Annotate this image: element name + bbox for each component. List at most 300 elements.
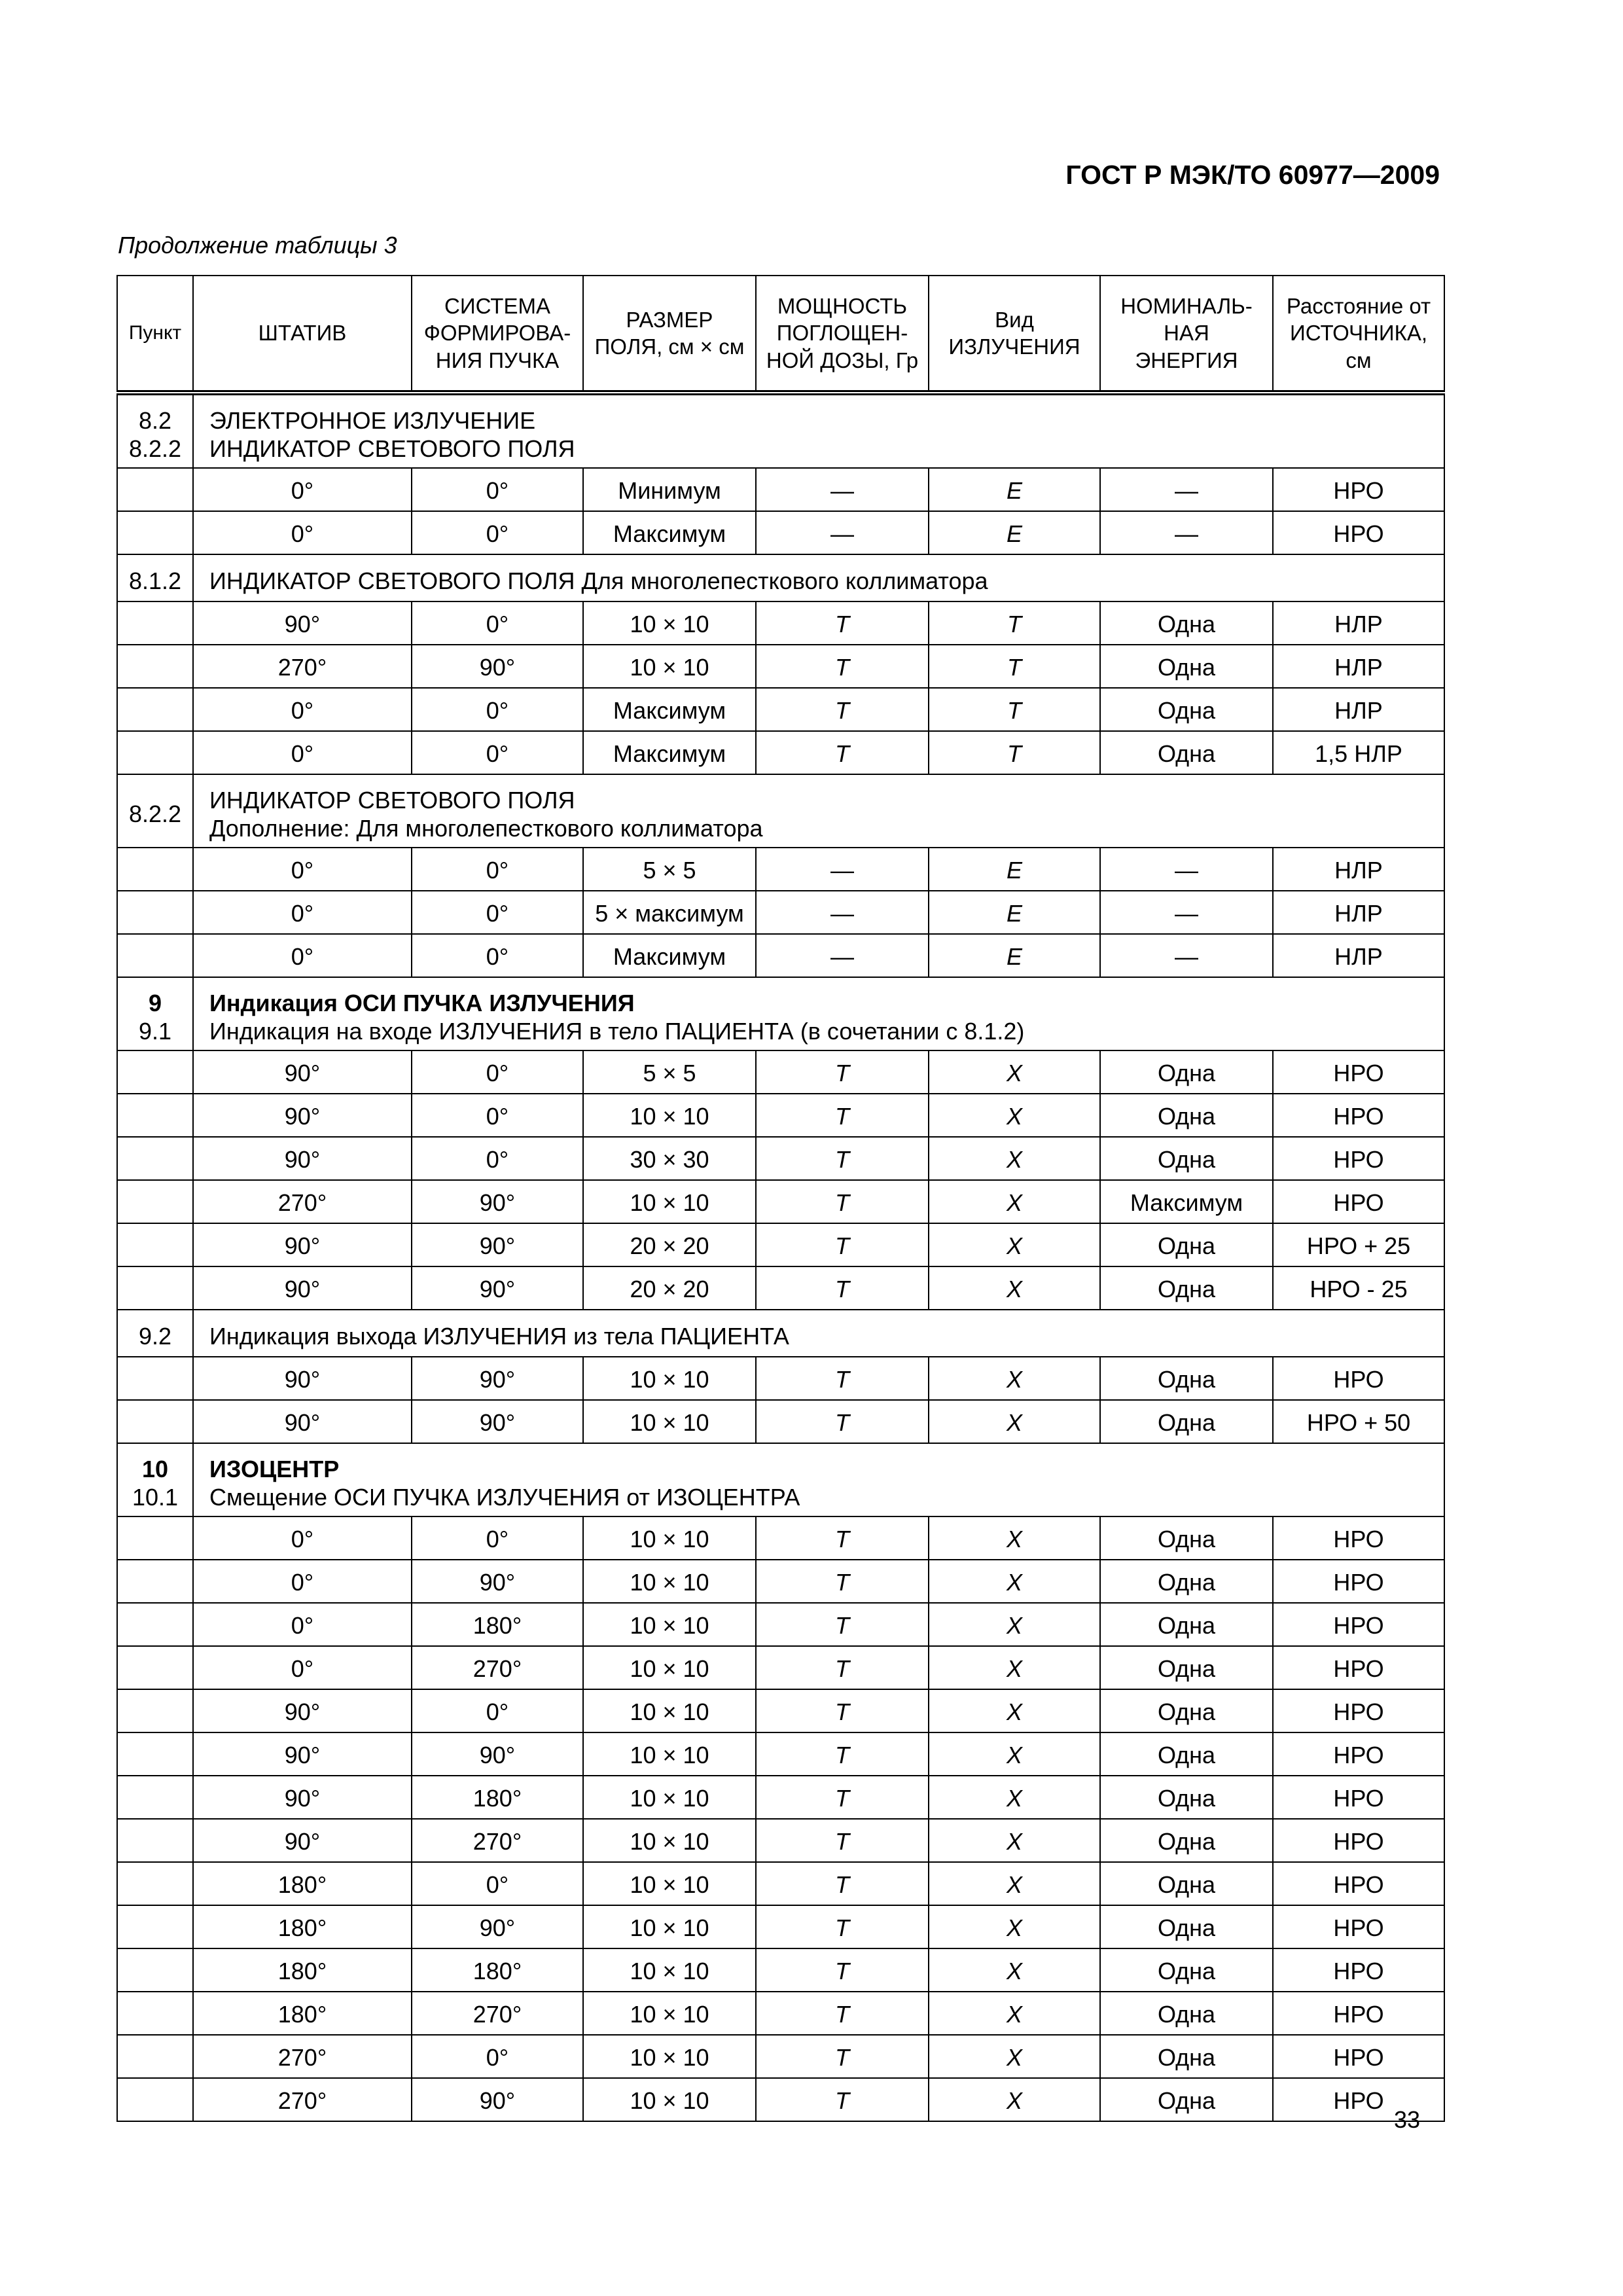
column-header-line: Вид	[995, 307, 1034, 332]
table-cell: —	[756, 934, 929, 977]
table-cell: X	[929, 1776, 1100, 1819]
table-cell: 10 × 10	[583, 1646, 756, 1689]
table-cell: 0°	[412, 891, 583, 934]
column-header	[117, 276, 193, 393]
table-cell: 270°	[193, 645, 412, 688]
table-cell: 0°	[193, 731, 412, 774]
table-row	[117, 601, 1444, 645]
table-cell: НЛР	[1273, 848, 1444, 891]
table-cell: T	[756, 1266, 929, 1310]
table-cell: 90°	[412, 1357, 583, 1400]
column-header-line: СИСТЕМА	[444, 294, 550, 319]
table-cell: 0°	[193, 934, 412, 977]
section-row	[117, 554, 1444, 601]
table-cell: 0°	[193, 1516, 412, 1560]
empty-cell	[117, 645, 193, 688]
table-cell: 0°	[412, 1862, 583, 1905]
empty-cell	[117, 1560, 193, 1603]
table-row	[117, 1223, 1444, 1266]
table-cell: НРО	[1273, 2035, 1444, 2078]
column-header-line: Пункт	[128, 322, 182, 344]
column-header	[756, 276, 929, 393]
empty-cell	[117, 1819, 193, 1862]
table-cell: 0°	[193, 511, 412, 554]
table-cell: 0°	[193, 688, 412, 731]
section-title-line: ИНДИКАТОР СВЕТОВОГО ПОЛЯ	[209, 786, 575, 814]
empty-cell	[117, 1776, 193, 1819]
header-row	[117, 276, 1444, 393]
table-cell: X	[929, 1094, 1100, 1137]
section-row	[117, 977, 1444, 1050]
table-body	[117, 393, 1444, 2121]
table-cell: X	[929, 1137, 1100, 1180]
table-cell: Одна	[1100, 1357, 1273, 1400]
table-cell: Одна	[1100, 1732, 1273, 1776]
table-cell: 90°	[412, 1400, 583, 1443]
table-cell: Одна	[1100, 1862, 1273, 1905]
table-row	[117, 1357, 1444, 1400]
table-container	[116, 275, 1444, 2122]
table-cell: X	[929, 1357, 1100, 1400]
table-cell: 10 × 10	[583, 1819, 756, 1862]
section-title	[193, 774, 1444, 848]
table-cell: 90°	[193, 1094, 412, 1137]
table-cell: НРО	[1273, 1862, 1444, 1905]
table-cell: 270°	[412, 1992, 583, 2035]
section-title-line: ИЗОЦЕНТР	[209, 1455, 340, 1482]
table-cell: —	[756, 848, 929, 891]
table-cell: —	[1100, 891, 1273, 934]
table-cell: НРО	[1273, 1905, 1444, 1948]
table-cell: Максимум	[1100, 1180, 1273, 1223]
table-cell: 90°	[412, 645, 583, 688]
empty-cell	[117, 1094, 193, 1137]
table-cell: T	[929, 731, 1100, 774]
section-row	[117, 393, 1444, 468]
table-cell: Одна	[1100, 1516, 1273, 1560]
table-row	[117, 848, 1444, 891]
empty-cell	[117, 1357, 193, 1400]
table-cell: E	[929, 848, 1100, 891]
section-number	[117, 393, 193, 468]
table-row	[117, 1560, 1444, 1603]
section-title	[193, 1443, 1444, 1516]
table-cell: Одна	[1100, 731, 1273, 774]
section-title-line: ЭЛЕКТРОННОЕ ИЗЛУЧЕНИЕ	[209, 406, 536, 434]
table-cell: Одна	[1100, 645, 1273, 688]
table-cell: НРО	[1273, 1137, 1444, 1180]
table-row	[117, 1180, 1444, 1223]
table-cell: 20 × 20	[583, 1223, 756, 1266]
table-cell: НРО	[1273, 1689, 1444, 1732]
empty-cell	[117, 2078, 193, 2121]
section-number-line: 10	[141, 1455, 169, 1482]
table-cell: 90°	[193, 1819, 412, 1862]
column-header-line: ИЗЛУЧЕНИЯ	[948, 334, 1080, 359]
empty-cell	[117, 511, 193, 554]
table-cell: 10 × 10	[583, 1862, 756, 1905]
table-cell: X	[929, 1400, 1100, 1443]
empty-cell	[117, 848, 193, 891]
table-cell: T	[756, 1776, 929, 1819]
table-cell: НЛР	[1273, 934, 1444, 977]
table-cell: X	[929, 2035, 1100, 2078]
empty-cell	[117, 688, 193, 731]
table-row	[117, 2035, 1444, 2078]
column-header-line: РАЗМЕР	[626, 307, 713, 332]
table-cell: НРО	[1273, 1819, 1444, 1862]
table-cell: X	[929, 1646, 1100, 1689]
table-row	[117, 731, 1444, 774]
table-cell: НЛР	[1273, 688, 1444, 731]
table-cell: НРО	[1273, 1732, 1444, 1776]
empty-cell	[117, 1050, 193, 1094]
table-cell: 10 × 10	[583, 1516, 756, 1560]
table-row	[117, 1137, 1444, 1180]
table-cell: X	[929, 1689, 1100, 1732]
table-cell: Одна	[1100, 2078, 1273, 2121]
table-cell: НРО + 25	[1273, 1223, 1444, 1266]
table-cell: НРО	[1273, 1603, 1444, 1646]
table-cell: E	[929, 511, 1100, 554]
table-cell: 5 × 5	[583, 848, 756, 891]
table-cell: 270°	[412, 1819, 583, 1862]
column-header-line: ФОРМИРОВА-	[423, 321, 571, 346]
empty-cell	[117, 1992, 193, 2035]
table-row	[117, 1948, 1444, 1992]
empty-cell	[117, 1862, 193, 1905]
table-cell: 90°	[193, 1776, 412, 1819]
table-row	[117, 511, 1444, 554]
column-header	[1273, 276, 1444, 393]
table-cell: T	[756, 688, 929, 731]
table-cell: 180°	[193, 1948, 412, 1992]
table-row	[117, 1646, 1444, 1689]
page-number: 33	[1394, 2106, 1421, 2133]
section-row	[117, 1310, 1444, 1357]
empty-cell	[117, 1223, 193, 1266]
table-cell: НРО	[1273, 1050, 1444, 1094]
table-cell: T	[756, 1137, 929, 1180]
table-cell: T	[756, 1357, 929, 1400]
table-cell: 270°	[193, 1180, 412, 1223]
table-cell: T	[756, 1223, 929, 1266]
table-cell: T	[756, 645, 929, 688]
section-title-line: ИНДИКАТОР СВЕТОВОГО ПОЛЯ Для многолепесткового коллиматора	[209, 567, 988, 595]
table-cell: 30 × 30	[583, 1137, 756, 1180]
table-cell: Одна	[1100, 1948, 1273, 1992]
table-cell: 0°	[412, 2035, 583, 2078]
table-cell: T	[929, 645, 1100, 688]
table-cell: НЛР	[1273, 891, 1444, 934]
empty-cell	[117, 1948, 193, 1992]
table-cell: 10 × 10	[583, 1400, 756, 1443]
table-cell: —	[1100, 468, 1273, 511]
table-cell: Одна	[1100, 601, 1273, 645]
document-header: ГОСТ Р МЭК/ТО 60977—2009	[1065, 160, 1440, 190]
table-cell: Одна	[1100, 1819, 1273, 1862]
table-cell: 10 × 10	[583, 645, 756, 688]
table-row	[117, 2078, 1444, 2121]
table-cell: X	[929, 1223, 1100, 1266]
section-number-line: 9.1	[138, 1018, 172, 1045]
empty-cell	[117, 1646, 193, 1689]
table-cell: 180°	[193, 1862, 412, 1905]
table-header	[117, 276, 1444, 393]
empty-cell	[117, 1516, 193, 1560]
table-cell: —	[1100, 848, 1273, 891]
table-cell: НРО - 25	[1273, 1266, 1444, 1310]
table-cell: T	[756, 1050, 929, 1094]
table-row	[117, 1516, 1444, 1560]
table-cell: 0°	[193, 1603, 412, 1646]
table-cell: Одна	[1100, 1400, 1273, 1443]
table-cell: T	[929, 601, 1100, 645]
table-cell: X	[929, 1862, 1100, 1905]
column-header	[929, 276, 1100, 393]
data-table	[116, 275, 1445, 2122]
table-caption: Продолжение таблицы 3	[118, 232, 397, 259]
table-row	[117, 1266, 1444, 1310]
table-cell: 0°	[412, 688, 583, 731]
table-cell: 0°	[412, 1050, 583, 1094]
empty-cell	[117, 1137, 193, 1180]
table-cell: НРО	[1273, 1560, 1444, 1603]
empty-cell	[117, 1400, 193, 1443]
table-cell: 0°	[193, 848, 412, 891]
table-row	[117, 1094, 1444, 1137]
table-cell: НРО	[1273, 1357, 1444, 1400]
table-cell: Одна	[1100, 1266, 1273, 1310]
table-cell: 90°	[412, 1560, 583, 1603]
table-cell: E	[929, 891, 1100, 934]
section-number-line: 10.1	[132, 1484, 179, 1511]
table-row	[117, 688, 1444, 731]
section-number	[117, 554, 193, 601]
section-number	[117, 977, 193, 1050]
empty-cell	[117, 468, 193, 511]
table-cell: НРО	[1273, 1646, 1444, 1689]
table-cell: Одна	[1100, 2035, 1273, 2078]
column-header	[1100, 276, 1273, 393]
table-cell: Одна	[1100, 688, 1273, 731]
section-title-line: Индикация на входе ИЗЛУЧЕНИЯ в тело ПАЦИЕНТА (в сочетании с 8.1.2)	[209, 1018, 1025, 1045]
table-cell: T	[756, 1516, 929, 1560]
empty-cell	[117, 1266, 193, 1310]
table-cell: 0°	[412, 848, 583, 891]
table-cell: 180°	[193, 1992, 412, 2035]
table-cell: 0°	[412, 1137, 583, 1180]
section-number-line: 8.2.2	[128, 435, 182, 462]
section-title-line: Дополнение: Для многолепесткового коллиматора	[209, 815, 763, 842]
table-cell: 90°	[193, 1357, 412, 1400]
table-cell: 10 × 10	[583, 1732, 756, 1776]
section-number-line: 8.1.2	[128, 567, 182, 595]
section-title-line: Индикация выхода ИЗЛУЧЕНИЯ из тела ПАЦИЕНТА	[209, 1323, 789, 1350]
empty-cell	[117, 934, 193, 977]
table-cell: 10 × 10	[583, 601, 756, 645]
table-row	[117, 1603, 1444, 1646]
table-row	[117, 1905, 1444, 1948]
column-header-line: ШТАТИВ	[258, 321, 347, 346]
table-row	[117, 645, 1444, 688]
column-header-line: ПОЛЯ, см × см	[594, 334, 745, 359]
table-cell: 1,5 НЛР	[1273, 731, 1444, 774]
table-cell: T	[756, 601, 929, 645]
table-cell: —	[756, 468, 929, 511]
table-cell: T	[756, 1948, 929, 1992]
section-number	[117, 1310, 193, 1357]
section-number	[117, 774, 193, 848]
table-cell: 90°	[193, 601, 412, 645]
section-row	[117, 1443, 1444, 1516]
column-header-line: см	[1346, 348, 1372, 372]
section-title-line: ИНДИКАТОР СВЕТОВОГО ПОЛЯ	[209, 435, 575, 462]
empty-cell	[117, 731, 193, 774]
table-cell: НРО	[1273, 1094, 1444, 1137]
table-cell: 0°	[193, 891, 412, 934]
table-cell: 5 × максимум	[583, 891, 756, 934]
section-number-line: 8.2	[138, 406, 172, 434]
section-number-line: 8.2.2	[128, 800, 182, 828]
empty-cell	[117, 1603, 193, 1646]
table-row	[117, 934, 1444, 977]
section-title-line: Смещение ОСИ ПУЧКА ИЗЛУЧЕНИЯ от ИЗОЦЕНТРА	[209, 1484, 800, 1511]
column-header	[583, 276, 756, 393]
table-cell: 270°	[412, 1646, 583, 1689]
table-cell: Одна	[1100, 1776, 1273, 1819]
table-cell: 10 × 10	[583, 1905, 756, 1948]
table-cell: 90°	[412, 1180, 583, 1223]
table-cell: X	[929, 1266, 1100, 1310]
table-cell: 90°	[193, 1400, 412, 1443]
table-row	[117, 1862, 1444, 1905]
table-cell: 0°	[412, 601, 583, 645]
table-cell: 90°	[412, 2078, 583, 2121]
table-cell: НРО	[1273, 1992, 1444, 2035]
column-header-line: МОЩНОСТЬ	[777, 294, 908, 319]
table-row	[117, 1050, 1444, 1094]
table-cell: X	[929, 2078, 1100, 2121]
table-cell: НЛР	[1273, 601, 1444, 645]
table-cell: Минимум	[583, 468, 756, 511]
table-cell: 90°	[412, 1266, 583, 1310]
empty-cell	[117, 1905, 193, 1948]
table-cell: 10 × 10	[583, 1776, 756, 1819]
table-cell: T	[756, 1905, 929, 1948]
table-cell: 90°	[193, 1732, 412, 1776]
table-cell: НРО	[1273, 1516, 1444, 1560]
table-row	[117, 1992, 1444, 2035]
table-cell: НРО	[1273, 2078, 1444, 2121]
table-cell: НРО	[1273, 1776, 1444, 1819]
section-title	[193, 1310, 1444, 1357]
table-cell: 90°	[193, 1223, 412, 1266]
table-cell: 10 × 10	[583, 2035, 756, 2078]
column-header-line: ЭНЕРГИЯ	[1135, 348, 1238, 372]
table-cell: —	[756, 511, 929, 554]
empty-cell	[117, 1732, 193, 1776]
table-row	[117, 1400, 1444, 1443]
table-cell: 10 × 10	[583, 1560, 756, 1603]
empty-cell	[117, 2035, 193, 2078]
table-cell: 270°	[193, 2035, 412, 2078]
table-cell: 0°	[412, 934, 583, 977]
table-cell: Одна	[1100, 1560, 1273, 1603]
table-cell: НРО	[1273, 511, 1444, 554]
table-cell: T	[756, 1992, 929, 2035]
empty-cell	[117, 1689, 193, 1732]
table-row	[117, 1732, 1444, 1776]
table-cell: T	[756, 1689, 929, 1732]
table-cell: T	[756, 1732, 929, 1776]
table-cell: 0°	[193, 468, 412, 511]
table-cell: T	[756, 1819, 929, 1862]
table-cell: X	[929, 1948, 1100, 1992]
table-row	[117, 891, 1444, 934]
table-cell: Одна	[1100, 1905, 1273, 1948]
table-cell: 20 × 20	[583, 1266, 756, 1310]
table-cell: 10 × 10	[583, 1603, 756, 1646]
table-cell: 0°	[412, 468, 583, 511]
table-cell: НРО	[1273, 1180, 1444, 1223]
table-cell: Одна	[1100, 1094, 1273, 1137]
table-cell: T	[756, 2078, 929, 2121]
table-cell: 10 × 10	[583, 1094, 756, 1137]
table-cell: X	[929, 1732, 1100, 1776]
column-header-line: НИЯ ПУЧКА	[435, 348, 560, 372]
table-cell: 180°	[412, 1603, 583, 1646]
table-cell: X	[929, 1905, 1100, 1948]
section-title	[193, 554, 1444, 601]
table-cell: 180°	[193, 1905, 412, 1948]
table-cell: Одна	[1100, 1050, 1273, 1094]
table-cell: Одна	[1100, 1646, 1273, 1689]
table-cell: Максимум	[583, 934, 756, 977]
table-cell: 10 × 10	[583, 1689, 756, 1732]
table-cell: —	[1100, 511, 1273, 554]
table-cell: 90°	[412, 1223, 583, 1266]
column-header	[412, 276, 583, 393]
column-header-line: ПОГЛОЩЕН-	[776, 321, 908, 346]
column-header	[193, 276, 412, 393]
empty-cell	[117, 1180, 193, 1223]
column-header-line: ИСТОЧНИКА,	[1289, 321, 1428, 346]
table-cell: 90°	[193, 1266, 412, 1310]
column-header-line: НАЯ	[1164, 321, 1209, 346]
table-cell: 0°	[412, 1094, 583, 1137]
section-title	[193, 393, 1444, 468]
table-cell: 0°	[412, 511, 583, 554]
table-cell: Одна	[1100, 1603, 1273, 1646]
table-cell: Одна	[1100, 1223, 1273, 1266]
table-cell: Максимум	[583, 731, 756, 774]
table-cell: X	[929, 1516, 1100, 1560]
table-cell: Одна	[1100, 1137, 1273, 1180]
table-row	[117, 1819, 1444, 1862]
table-row	[117, 468, 1444, 511]
table-cell: 0°	[412, 1689, 583, 1732]
table-cell: Одна	[1100, 1689, 1273, 1732]
table-cell: 90°	[193, 1050, 412, 1094]
column-header-line: Расстояние от	[1286, 294, 1431, 319]
section-number	[117, 1443, 193, 1516]
table-cell: 10 × 10	[583, 1992, 756, 2035]
table-cell: НРО + 50	[1273, 1400, 1444, 1443]
table-cell: X	[929, 1560, 1100, 1603]
table-cell: X	[929, 1992, 1100, 2035]
table-cell: Максимум	[583, 511, 756, 554]
